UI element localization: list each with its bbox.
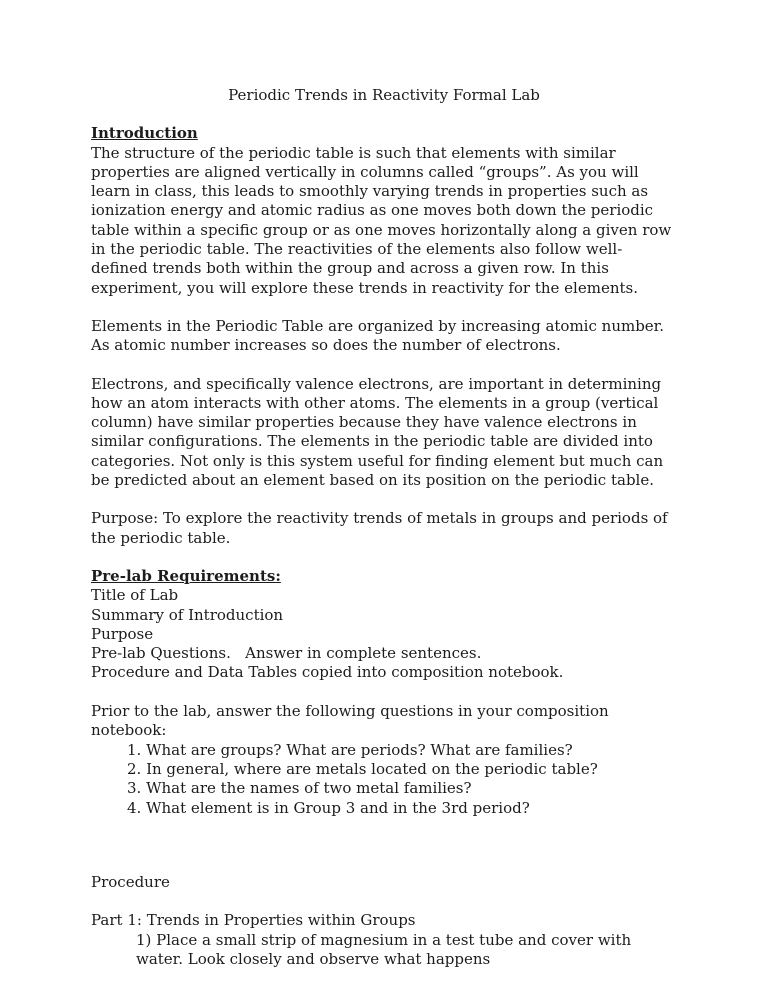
prelab-question-2: 2. In general, where are metals located on the periodic table? — [127, 759, 598, 778]
prelab-question-1: 1. What are groups? What are periods? What are families? — [127, 740, 573, 759]
part1-step-1: 1) Place a small strip of magnesium in a test tube and cover with water. Look closely and observe what happens — [136, 930, 632, 968]
spacer — [91, 892, 677, 911]
introduction-paragraph-2: Elements in the Periodic Table are organized by increasing atomic number. As atomic number increases so does the number of electrons. — [91, 316, 664, 355]
prelab-item-purpose: Purpose — [91, 624, 154, 643]
document-title: Periodic Trends in Reactivity Formal Lab — [228, 86, 540, 104]
purpose-paragraph: Purpose: To explore the reactivity trends of metals in groups and periods of the periodic table. — [91, 509, 668, 547]
prelab-item-questions: Pre-lab Questions. Answer in complete sentences. — [91, 644, 482, 663]
introduction-paragraph-1: The structure of the periodic table is such that elements with similar properties are aligned vertically in columns called “groups”. As you will learn in class, this leads to smoothly varying trends in properties such as ionization energy and atomic radius as one moves both down the periodic table within a specific group or as one moves horizontally along a given row in the periodic table. The reactivities of the elements also follow well-defined trends both within the group and across a given row. In this experiment, you will explore these trends in reactivity for the elements. — [91, 143, 672, 297]
part1-heading: Part 1: Trends in Properties within Groups — [91, 911, 416, 930]
prelab-item-title-of-lab: Title of Lab — [91, 586, 179, 605]
introduction-paragraph-3: Electrons, and specifically valence electrons, are important in determining how an atom interacts with other atoms. The elements in a group (vertical column) have similar properties because they have valence electrons in similar configurations. The elements in the periodic table are divided into categories. Not only is this system useful for finding element but much can be predicted about an element based on its position on the periodic table. — [91, 374, 664, 490]
prelab-question-3: 3. What are the names of two metal families? — [127, 779, 472, 798]
prelab-item-summary: Summary of Introduction — [91, 605, 284, 624]
prelab-questions-intro: Prior to the lab, answer the following questions in your composition notebook: — [91, 702, 614, 740]
prelab-question-4: 4. What element is in Group 3 and in the 3rd period? — [127, 798, 530, 817]
procedure-heading: Procedure — [91, 872, 170, 891]
prelab-item-procedure-tables: Procedure and Data Tables copied into composition notebook. — [91, 663, 564, 682]
spacer — [91, 818, 677, 873]
introduction-heading: Introduction — [91, 124, 198, 143]
spacer — [91, 683, 677, 702]
prelab-requirements-heading: Pre-lab Requirements: — [91, 566, 281, 585]
